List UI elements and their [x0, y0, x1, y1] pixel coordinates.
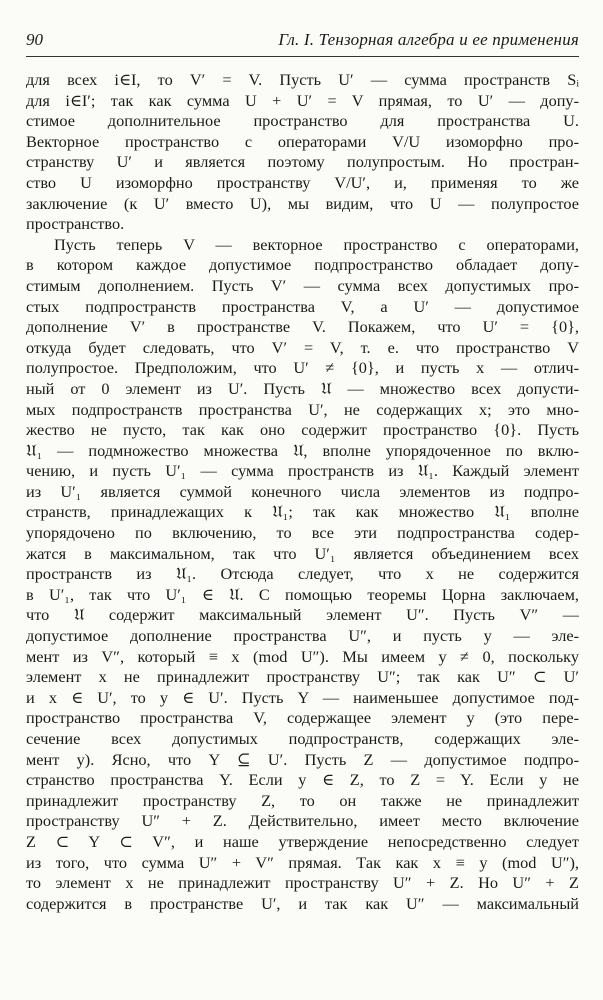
paragraph	[26, 70, 579, 235]
text-line: Z ⊂ Y ⊂ V″, и наше утверждение непосредственно следует	[26, 831, 579, 851]
text-line: жество не пусто, так как оно содержит пространство {0}. Пусть	[26, 420, 579, 440]
text-line: дополнение V′ в пространстве V. Покажем, что U′ = {0},	[26, 317, 579, 337]
text-line: заключение (к U′ вместо U), мы видим, что U — полупростое	[26, 193, 579, 213]
text-line: жатся в максимальном, так что U′₁ является объединением всех	[26, 543, 579, 563]
text-line: ный от 0 элемент из U′. Пусть 𝔘 — множество всех допусти-	[26, 378, 579, 398]
text-line: и x ∈ U′, то y ∈ U′. Пусть Y — наименьшее допустимое под-	[26, 687, 579, 707]
text-line: из U′₁ является суммой конечного числа элементов из подпро-	[26, 481, 579, 501]
text-line: элемент x не принадлежит пространству U″; так как U″ ⊂ U′	[26, 667, 579, 687]
text-line: мых подпространств пространства U′, не содержащих x; это мно-	[26, 399, 579, 419]
text-line: ство U изоморфно пространству V/U′, и, применяя то же	[26, 172, 579, 192]
text-line: сечение всех допустимых подпространств, содержащих эле-	[26, 729, 579, 748]
text-line: пространство.	[26, 214, 125, 234]
paragraph	[26, 235, 579, 915]
text-line: стимое дополнительное пространство для пространства U.	[26, 111, 579, 131]
text-line: содержится в пространстве U′, и так как U″ — максимальный	[26, 893, 579, 913]
body-text	[26, 70, 579, 914]
page-number: 90	[26, 30, 43, 49]
text-line: в котором каждое допустимое подпространство обладает допу-	[26, 255, 579, 275]
text-line: пространству U″ + Z. Действительно, имеет место включение	[26, 811, 579, 831]
text-line: странств, принадлежащих к 𝔘₁; так как множество 𝔘₁ вполне	[26, 502, 579, 522]
text-line: откуда будет следовать, что V′ = V, т. е. что пространство V	[26, 337, 579, 357]
text-line: мент y). Ясно, что Y ⊆ U′. Пусть Z — допустимое подпро-	[26, 749, 579, 769]
text-line: Векторное пространство с операторами V/U изоморфно про-	[26, 131, 579, 151]
text-line: чению, и пусть U′₁ — сумма пространств из 𝔘₁. Каждый элемент	[26, 461, 579, 481]
text-line: полупростое. Предположим, что U′ ≠ {0}, и пусть x — отлич-	[26, 358, 579, 378]
text-line: упорядочено по включению, то все эти подпространства содер-	[26, 523, 579, 543]
running-head: Гл. I. Тензорная алгебра и ее применения	[278, 30, 579, 49]
text-line: принадлежит пространству Z, то он также не принадлежит	[26, 790, 579, 810]
text-line: то элемент x не принадлежит пространству U″ + Z. Но U″ + Z	[26, 873, 579, 893]
text-line: в U′₁, так что U′₁ ∈ 𝔘. С помощью теоремы Цорна заключаем,	[26, 584, 579, 604]
text-line: мент из V″, который ≡ x (mod U″). Мы имеем y ≠ 0, поскольку	[26, 646, 579, 666]
text-line: из того, что сумма U″ + V″ прямая. Так как x ≡ y (mod U″),	[26, 852, 579, 872]
text-line: Пусть теперь V — векторное пространство с операторами,	[54, 234, 579, 254]
text-line: странству U′ и является поэтому полупростым. Но простран-	[26, 152, 579, 172]
text-line: пространство пространства V, содержащее элемент y (это пере-	[26, 708, 579, 728]
text-line: для i∈I′; так как сумма U + U′ = V прямая, то U′ — допу-	[26, 90, 579, 110]
page-header	[26, 28, 579, 56]
text-line: странство пространства Y. Если y ∈ Z, то Z = Y. Если y не	[26, 770, 579, 790]
text-line: допустимое дополнение пространства U″, и пусть y — эле-	[26, 626, 579, 646]
text-line: 𝔘₁ — подмножество множества 𝔘, вполне упорядоченное по вклю-	[26, 440, 579, 460]
text-line: для всех i∈I, то V′ = V. Пусть U′ — сумма пространств Sᵢ	[26, 70, 579, 89]
text-line: стимым дополнением. Пусть V′ — сумма всех допустимых про-	[26, 275, 579, 295]
text-line: стых подпространств пространства V, а U′ — допустимое	[26, 296, 579, 316]
text-line: пространств из 𝔘₁. Отсюда следует, что x не содержится	[26, 564, 579, 584]
text-line: что 𝔘 содержит максимальный элемент U″. Пусть V″ —	[26, 605, 579, 625]
header-rule	[26, 56, 579, 57]
